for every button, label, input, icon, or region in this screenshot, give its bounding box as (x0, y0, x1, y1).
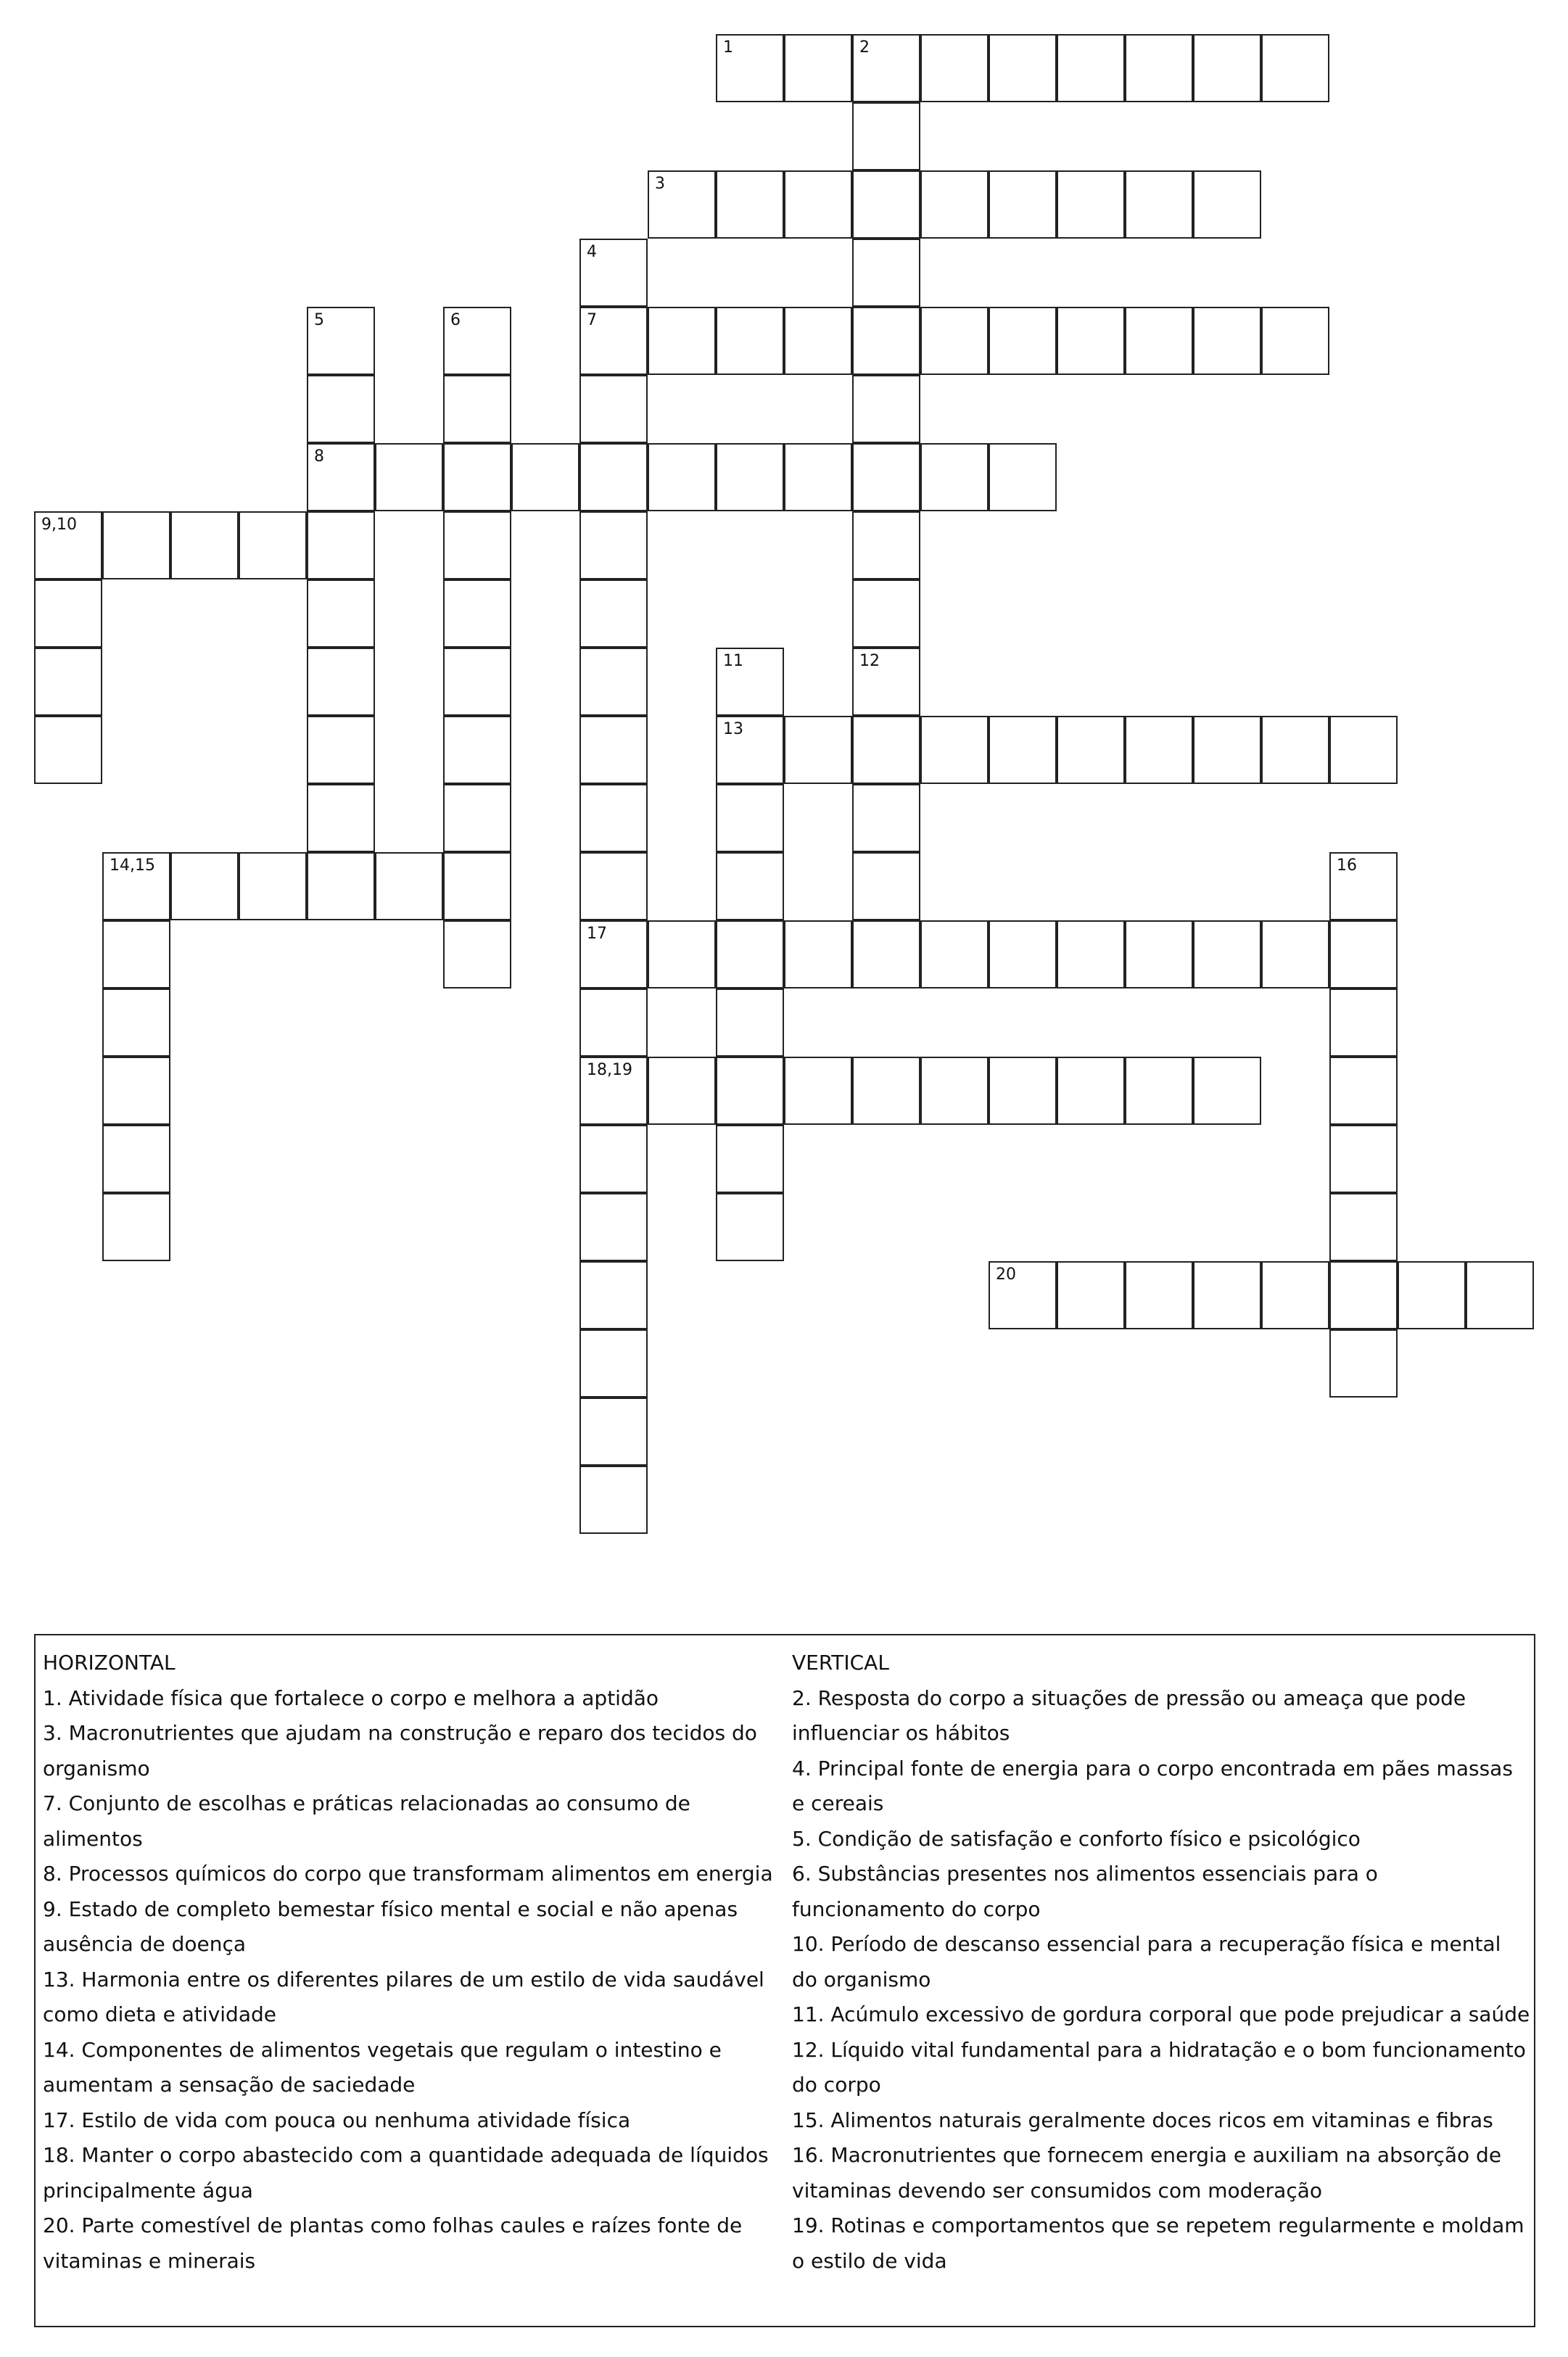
clue-vertical-19: 19. Rotinas e comportamentos que se repetem regularmente e moldam o estilo de vida (792, 2213, 1524, 2273)
crossword-cell[interactable] (784, 307, 852, 375)
clue-number-label: 4 (587, 243, 597, 261)
crossword-cell-3[interactable] (648, 170, 716, 239)
crossword-cell[interactable] (989, 307, 1057, 375)
crossword-cell[interactable] (1329, 920, 1398, 988)
crossword-cell[interactable] (989, 920, 1057, 988)
crossword-cell[interactable] (1193, 170, 1261, 239)
crossword-cell[interactable] (511, 443, 579, 511)
crossword-cell[interactable] (307, 852, 375, 920)
horizontal-clues-column (43, 1646, 783, 2279)
crossword-cell[interactable] (852, 511, 920, 579)
crossword-cell[interactable] (579, 1466, 648, 1534)
crossword-cell[interactable] (716, 784, 784, 852)
crossword-cell[interactable] (1125, 170, 1193, 239)
crossword-cell[interactable] (716, 170, 784, 239)
crossword-cell[interactable] (443, 716, 511, 784)
crossword-cell[interactable] (307, 784, 375, 852)
crossword-cell[interactable] (1193, 307, 1261, 375)
crossword-cell[interactable] (852, 307, 920, 375)
crossword-cell[interactable] (852, 170, 920, 239)
crossword-cell[interactable] (1329, 1329, 1398, 1398)
crossword-cell[interactable] (443, 375, 511, 443)
crossword-cell[interactable] (784, 716, 852, 784)
crossword-cell[interactable] (852, 716, 920, 784)
crossword-cell[interactable] (443, 920, 511, 988)
crossword-cell[interactable] (579, 443, 648, 511)
crossword-cell[interactable] (648, 1057, 716, 1125)
crossword-cell[interactable] (1193, 1261, 1261, 1329)
clue-number-label: 9,10 (41, 516, 77, 534)
crossword-cell-14[interactable] (102, 852, 170, 920)
crossword-cell[interactable] (579, 648, 648, 716)
crossword-cell-7[interactable] (579, 307, 648, 375)
crossword-cell[interactable] (1329, 716, 1398, 784)
crossword-cell[interactable] (307, 375, 375, 443)
crossword-cell[interactable] (648, 920, 716, 988)
crossword-cell[interactable] (1261, 716, 1329, 784)
crossword-cell-12[interactable] (852, 648, 920, 716)
crossword-cell[interactable] (579, 1193, 648, 1261)
crossword-cell[interactable] (1193, 920, 1261, 988)
vertical-clues-column (792, 1646, 1532, 2279)
clue-number-label: 2 (859, 38, 870, 57)
crossword-cell[interactable] (579, 579, 648, 648)
crossword-cell[interactable] (920, 920, 989, 988)
crossword-cell[interactable] (102, 920, 170, 988)
crossword-cell[interactable] (852, 443, 920, 511)
crossword-cell[interactable] (784, 920, 852, 988)
clue-number-label: 20 (996, 1266, 1016, 1284)
crossword-cell-1[interactable] (716, 34, 784, 102)
crossword-cell[interactable] (1057, 716, 1125, 784)
clue-vertical-4: 4. Principal fonte de energia para o corpo encontrada em pães massas e cereais (792, 1756, 1513, 1815)
crossword-cell[interactable] (579, 716, 648, 784)
crossword-cell[interactable] (989, 1057, 1057, 1125)
crossword-cell[interactable] (1057, 307, 1125, 375)
clue-number-label: 14,15 (110, 856, 155, 875)
crossword-cell[interactable] (443, 511, 511, 579)
crossword-cell[interactable] (443, 852, 511, 920)
crossword-cell[interactable] (852, 920, 920, 988)
crossword-cell[interactable] (716, 1193, 784, 1261)
crossword-cell[interactable] (716, 307, 784, 375)
crossword-cell[interactable] (716, 852, 784, 920)
crossword-cell[interactable] (920, 443, 989, 511)
crossword-cell[interactable] (852, 239, 920, 307)
clue-number-label: 13 (723, 720, 743, 738)
crossword-cell[interactable] (852, 375, 920, 443)
clue-horizontal-14: 14. Componentes de alimentos vegetais que regulam o intestino e aumentam a sensação de saciedade (43, 2037, 722, 2097)
crossword-cell[interactable] (852, 102, 920, 170)
clues-box (34, 1634, 1535, 2327)
crossword-cell[interactable] (920, 34, 989, 102)
crossword-cell[interactable] (102, 988, 170, 1057)
clue-horizontal-1: 1. Atividade física que fortalece o corpo e melhora a aptidão (43, 1685, 659, 1710)
crossword-cell[interactable] (579, 784, 648, 852)
clue-vertical-12: 12. Líquido vital fundamental para a hidratação e o bom funcionamento do corpo (792, 2037, 1526, 2097)
crossword-cell[interactable] (784, 170, 852, 239)
crossword-cell[interactable] (648, 307, 716, 375)
crossword-cell-9[interactable] (34, 511, 102, 579)
clue-horizontal-13: 13. Harmonia entre os diferentes pilares de um estilo de vida saudável como dieta e atividade (43, 1967, 764, 2026)
crossword-cell[interactable] (443, 648, 511, 716)
crossword-cell[interactable] (989, 716, 1057, 784)
clue-number-label: 16 (1337, 856, 1357, 875)
crossword-cell[interactable] (579, 852, 648, 920)
crossword-cell[interactable] (1193, 34, 1261, 102)
clue-horizontal-8: 8. Processos químicos do corpo que transformam alimentos em energia (43, 1862, 773, 1886)
crossword-cell[interactable] (1125, 920, 1193, 988)
crossword-cell-18[interactable] (579, 1057, 648, 1125)
crossword-cell[interactable] (375, 852, 443, 920)
clue-number-label: 12 (859, 652, 880, 670)
crossword-cell[interactable] (579, 1125, 648, 1193)
crossword-cell[interactable] (443, 579, 511, 648)
crossword-cell[interactable] (34, 648, 102, 716)
crossword-cell-4[interactable] (579, 239, 648, 307)
crossword-cell[interactable] (1125, 1057, 1193, 1125)
crossword-cell[interactable] (1057, 920, 1125, 988)
crossword-cell[interactable] (716, 1057, 784, 1125)
crossword-cell-6[interactable] (443, 307, 511, 375)
clue-vertical-15: 15. Alimentos naturais geralmente doces ricos em vitaminas e fibras (792, 2108, 1493, 2132)
crossword-cell[interactable] (579, 511, 648, 579)
clue-vertical-2: 2. Resposta do corpo a situações de pressão ou ameaça que pode influenciar os hábitos (792, 1685, 1466, 1745)
clue-number-label: 7 (587, 311, 597, 329)
crossword-cell[interactable] (443, 784, 511, 852)
crossword-cell[interactable] (852, 852, 920, 920)
clue-horizontal-3: 3. Macronutrientes que ajudam na construção e reparo dos tecidos do organismo (43, 1721, 757, 1780)
crossword-cell[interactable] (1261, 920, 1329, 988)
crossword-cell[interactable] (102, 1057, 170, 1125)
crossword-cell[interactable] (648, 443, 716, 511)
crossword-cell[interactable] (102, 511, 170, 579)
crossword-cell[interactable] (716, 988, 784, 1057)
crossword-cell[interactable] (920, 1057, 989, 1125)
clue-number-label: 17 (587, 925, 607, 943)
crossword-cell[interactable] (1398, 1261, 1466, 1329)
crossword-cell[interactable] (920, 170, 989, 239)
crossword-cell[interactable] (307, 648, 375, 716)
crossword-cell[interactable] (170, 852, 239, 920)
crossword-cell[interactable] (852, 1057, 920, 1125)
crossword-cell[interactable] (1125, 716, 1193, 784)
crossword-cell-20[interactable] (989, 1261, 1057, 1329)
crossword-cell[interactable] (1057, 170, 1125, 239)
crossword-cell[interactable] (1261, 34, 1329, 102)
crossword-cell[interactable] (1466, 1261, 1534, 1329)
crossword-cell[interactable] (852, 784, 920, 852)
clue-vertical-6: 6. Substâncias presentes nos alimentos essenciais para o funcionamento do corpo (792, 1862, 1378, 1921)
crossword-cell-5[interactable] (307, 307, 375, 375)
crossword-cell[interactable] (920, 716, 989, 784)
crossword-cell[interactable] (716, 443, 784, 511)
crossword-cell[interactable] (1125, 307, 1193, 375)
crossword-cell[interactable] (579, 1329, 648, 1398)
crossword-cell[interactable] (579, 988, 648, 1057)
crossword-cell[interactable] (579, 1398, 648, 1466)
clue-number-label: 1 (723, 38, 733, 57)
crossword-cell[interactable] (784, 1057, 852, 1125)
crossword-cell[interactable] (239, 511, 307, 579)
clue-number-label: 6 (450, 311, 461, 329)
crossword-cell[interactable] (579, 375, 648, 443)
crossword-cell[interactable] (239, 852, 307, 920)
crossword-cell[interactable] (170, 511, 239, 579)
horizontal-clues-title: HORIZONTAL (43, 1651, 176, 1675)
clue-number-label: 5 (314, 311, 324, 329)
crossword-cell[interactable] (989, 443, 1057, 511)
vertical-clues-title: VERTICAL (792, 1651, 889, 1675)
crossword-cell[interactable] (102, 1125, 170, 1193)
crossword-cell[interactable] (34, 579, 102, 648)
crossword-cell[interactable] (1057, 1057, 1125, 1125)
crossword-cell[interactable] (1125, 1261, 1193, 1329)
crossword-cell[interactable] (989, 170, 1057, 239)
crossword-cell[interactable] (307, 716, 375, 784)
crossword-cell[interactable] (1193, 716, 1261, 784)
clue-vertical-11: 11. Acúmulo excessivo de gordura corporal que pode prejudicar a saúde (792, 2002, 1530, 2026)
crossword-cell-8[interactable] (307, 443, 375, 511)
crossword-cell[interactable] (1057, 1261, 1125, 1329)
crossword-cell[interactable] (852, 579, 920, 648)
crossword-cell-2[interactable] (852, 34, 920, 102)
crossword-cell[interactable] (34, 716, 102, 784)
crossword-cell[interactable] (443, 443, 511, 511)
crossword-cell[interactable] (1329, 1057, 1398, 1125)
clue-horizontal-7: 7. Conjunto de escolhas e práticas relacionadas ao consumo de alimentos (43, 1791, 690, 1851)
crossword-cell[interactable] (1329, 1125, 1398, 1193)
crossword-cell[interactable] (1329, 1261, 1398, 1329)
crossword-cell-13[interactable] (716, 716, 784, 784)
crossword-cell[interactable] (307, 579, 375, 648)
crossword-cell-17[interactable] (579, 920, 648, 988)
clue-vertical-10: 10. Período de descanso essencial para a recuperação física e mental do organismo (792, 1932, 1501, 1991)
crossword-cell[interactable] (1125, 34, 1193, 102)
crossword-cell[interactable] (1261, 307, 1329, 375)
crossword-cell[interactable] (716, 920, 784, 988)
crossword-cell-11[interactable] (716, 648, 784, 716)
crossword-cell[interactable] (784, 34, 852, 102)
crossword-cell[interactable] (1261, 1261, 1329, 1329)
crossword-cell[interactable] (920, 307, 989, 375)
clue-vertical-16: 16. Macronutrientes que fornecem energia e auxiliam na absorção de vitaminas devendo ser consumidos com moderação (792, 2143, 1502, 2203)
crossword-cell[interactable] (102, 1193, 170, 1261)
clue-horizontal-20: 20. Parte comestível de plantas como folhas caules e raízes fonte de vitaminas e minerais (43, 2213, 743, 2273)
clue-number-label: 3 (655, 175, 665, 193)
crossword-cell[interactable] (1329, 988, 1398, 1057)
crossword-cell[interactable] (784, 443, 852, 511)
crossword-cell[interactable] (1057, 34, 1125, 102)
crossword-cell[interactable] (307, 511, 375, 579)
clue-number-label: 18,19 (587, 1061, 632, 1079)
crossword-cell[interactable] (375, 443, 443, 511)
crossword-cell-16[interactable] (1329, 852, 1398, 920)
crossword-cell[interactable] (716, 1125, 784, 1193)
clue-vertical-5: 5. Condição de satisfação e conforto físico e psicológico (792, 1826, 1361, 1851)
crossword-cell[interactable] (1193, 1057, 1261, 1125)
clue-horizontal-9: 9. Estado de completo bemestar físico mental e social e não apenas ausência de doença (43, 1896, 738, 1956)
crossword-cell[interactable] (1329, 1193, 1398, 1261)
crossword-cell[interactable] (579, 1261, 648, 1329)
clue-horizontal-17: 17. Estilo de vida com pouca ou nenhuma atividade física (43, 2108, 631, 2132)
clue-number-label: 11 (723, 652, 743, 670)
clue-number-label: 8 (314, 447, 324, 466)
crossword-cell[interactable] (989, 34, 1057, 102)
clue-horizontal-18: 18. Manter o corpo abastecido com a quantidade adequada de líquidos principalmente água (43, 2143, 769, 2203)
